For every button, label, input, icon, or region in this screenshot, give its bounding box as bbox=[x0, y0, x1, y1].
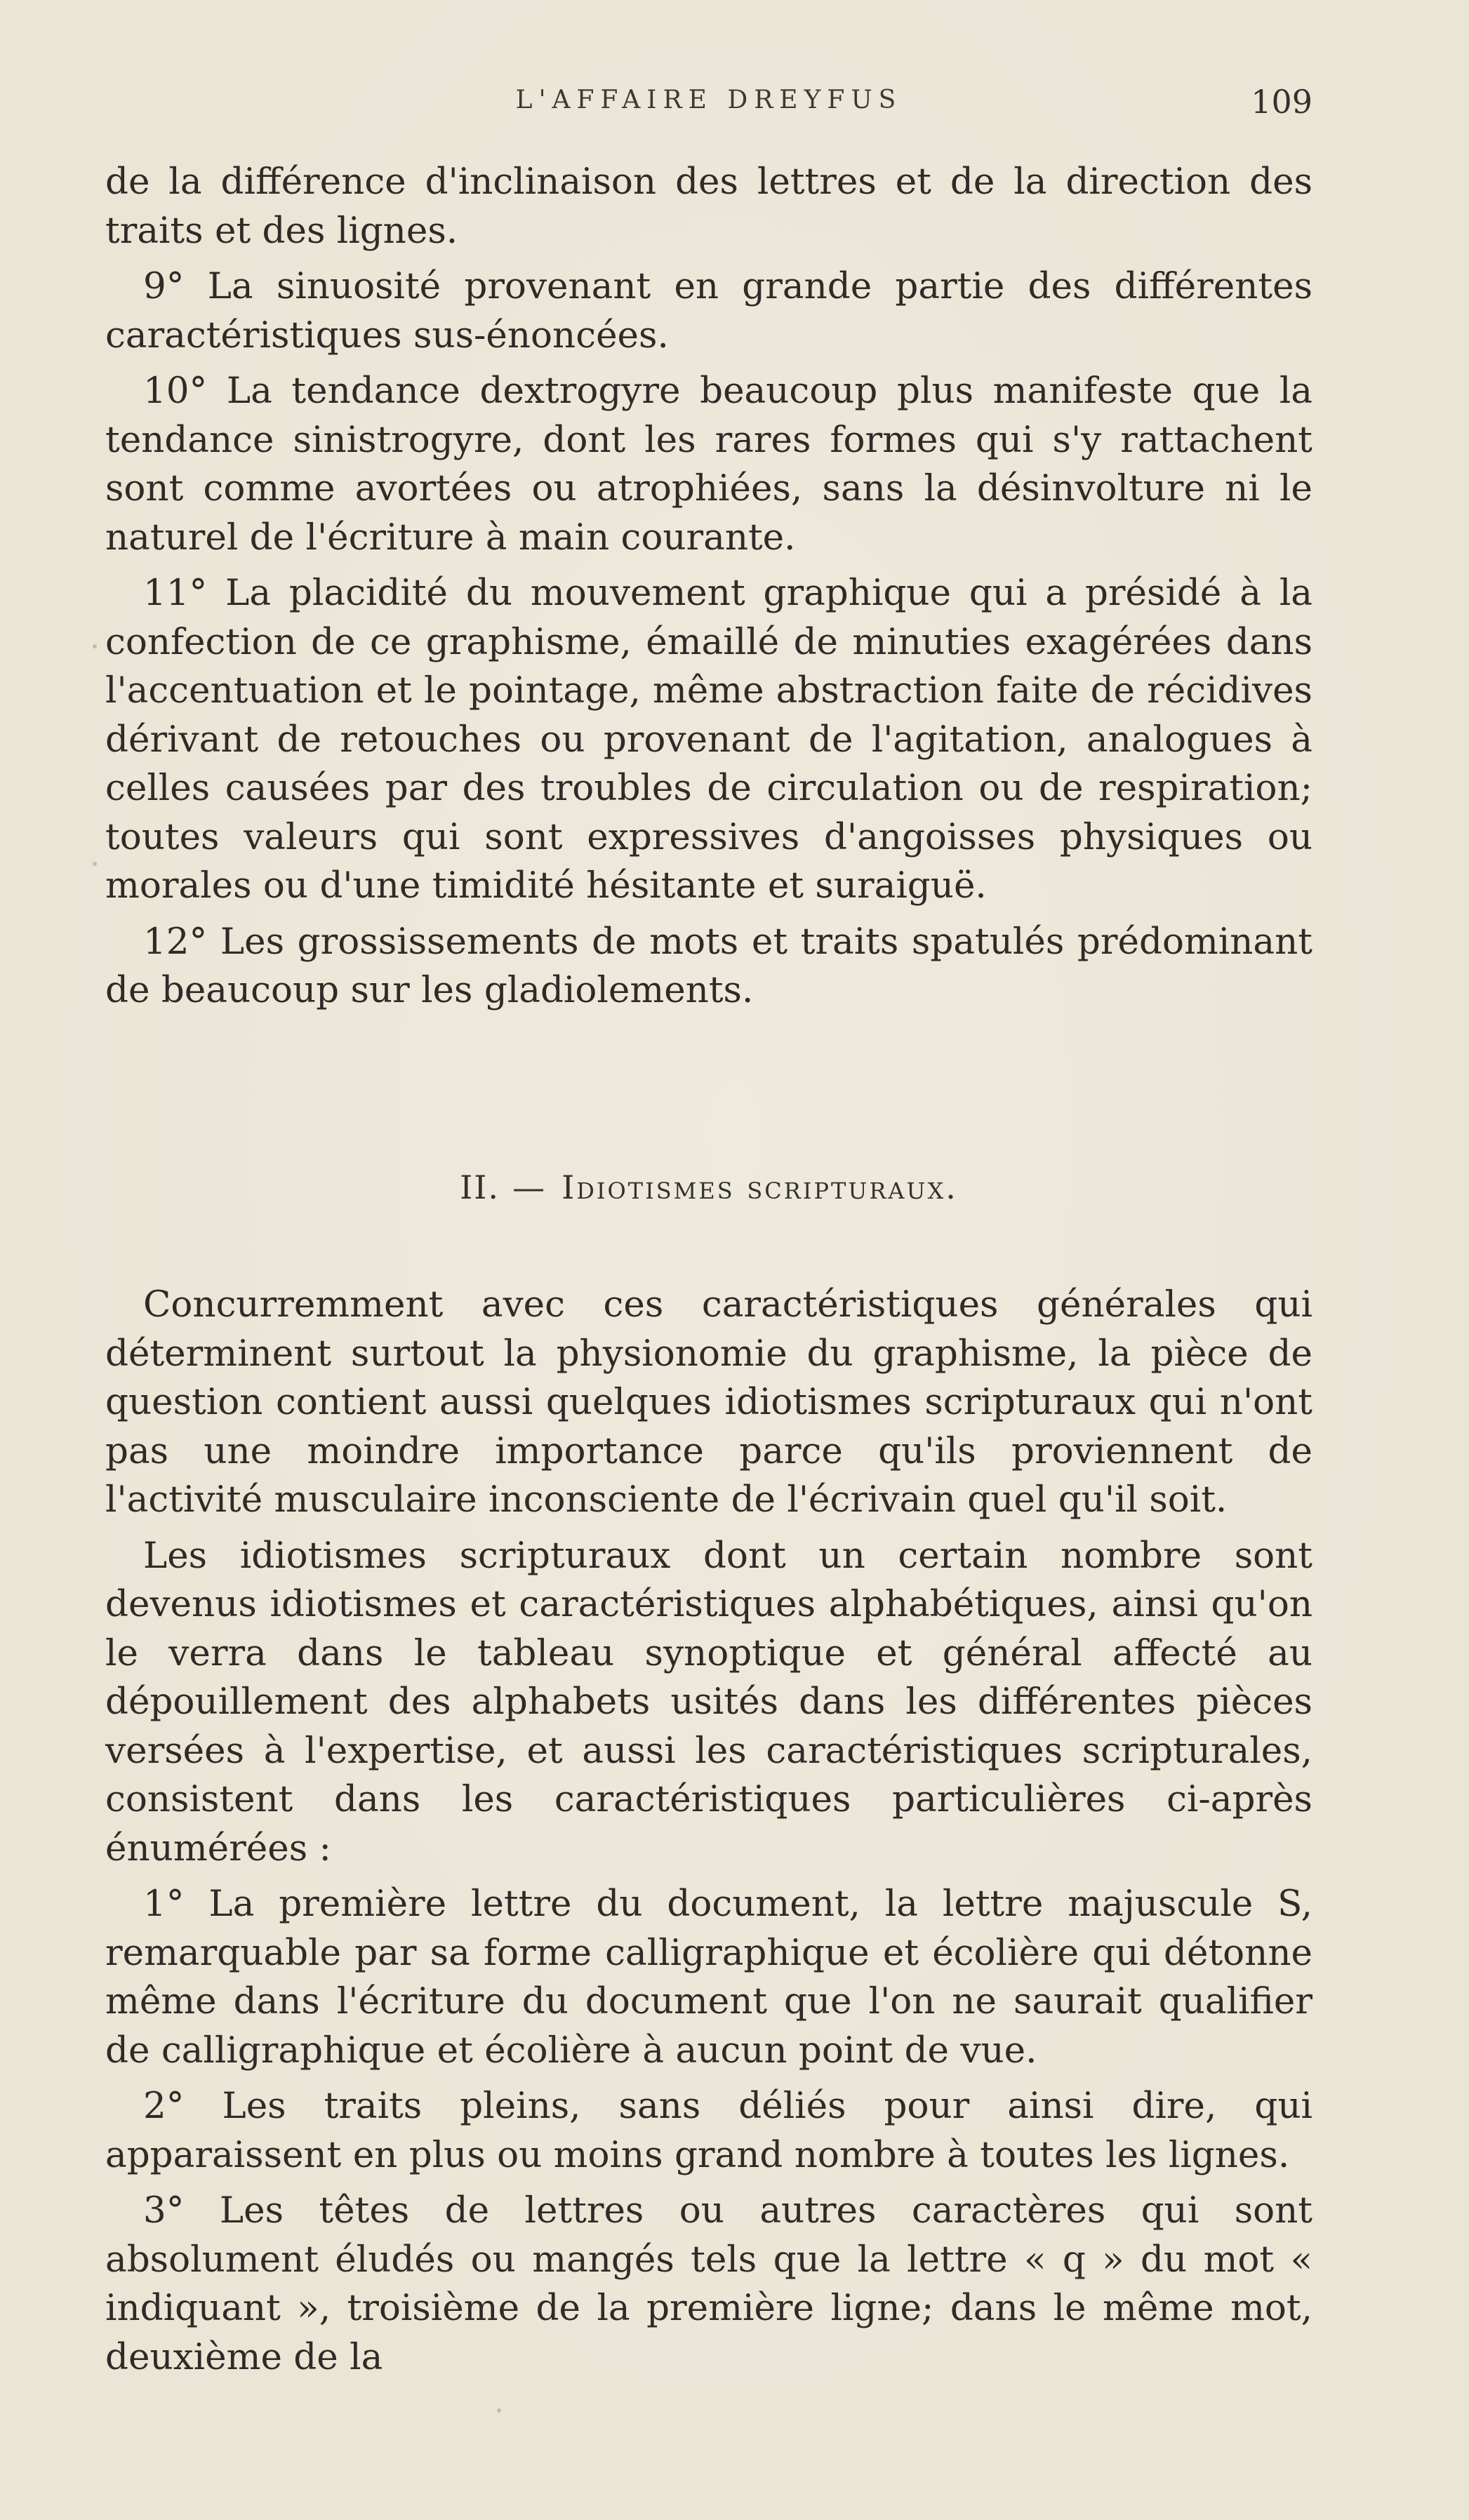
body-text-bottom bbox=[105, 1281, 1312, 2382]
paragraph-item-12: 12° Les grossissements de mots et traits spatulés prédominant de beaucoup sur les gladiolements. bbox=[105, 920, 1312, 1011]
running-head bbox=[105, 83, 1312, 125]
paper-speck bbox=[1279, 279, 1283, 284]
paper-speck bbox=[497, 2408, 501, 2413]
paragraph-continuation: de la différence d'inclinaison des lettres et de la direction des traits et des lignes. bbox=[105, 161, 1312, 252]
paper-speck bbox=[93, 862, 97, 866]
paragraph-concurremment: Concurremment avec ces caractéristiques générales qui déterminent surtout la physionomie du graphisme, la pièce de question contient aussi quelques idiotismes scripturaux qui n'ont pas une moindre importance parce qu'ils proviennent de l'activité musculaire inconsciente de l'écrivain quel qu'il soit. bbox=[105, 1284, 1312, 1521]
body-text-top bbox=[105, 158, 1312, 1015]
paragraph-item-11: 11° La placidité du mouvement graphique qui a présidé à la confection de ce graphisme, émaillé de minuties exagérées dans l'accentuation et le pointage, même abstraction faite de récidives dérivant de retouches ou provenant de l'agitation, analogues à celles causées par des troubles de circulation ou de respiration; toutes valeurs qui sont expressives d'angoisses physiques ou morales ou d'une timidité hésitante et suraiguë. bbox=[105, 572, 1312, 907]
paragraph-item-2: 2° Les traits pleins, sans déliés pour ainsi dire, qui apparaissent en plus ou moins grand nombre à toutes les lignes. bbox=[105, 2085, 1312, 2176]
paragraph-item-3: 3° Les têtes de lettres ou autres caractères qui sont absolument éludés ou mangés tels que la lettre « q » du mot « indiquant », troisième de la première ligne; dans le même mot, deuxième de la bbox=[105, 2189, 1312, 2378]
section-number: II. bbox=[460, 1168, 500, 1206]
section-title: Idiotismes scripturaux. bbox=[561, 1168, 958, 1206]
section-dash: — bbox=[512, 1168, 547, 1206]
paper-speck bbox=[93, 644, 97, 648]
paragraph-idiotismes: Les idiotismes scripturaux dont un certain nombre sont devenus idiotismes et caractéristiques alphabétiques, ainsi qu'on le verra dans le tableau synoptique et général affecté au dépouillement des alphabets usités dans les différentes pièces versées à l'expertise, et aussi les caractéristiques scripturales, consistent dans les caractéristiques particulières ci-après énumérées : bbox=[105, 1534, 1312, 1869]
paragraph-item-9: 9° La sinuosité provenant en grande partie des différentes caractéristiques sus-énoncées. bbox=[105, 265, 1312, 356]
paragraph-item-10: 10° La tendance dextrogyre beaucoup plus manifeste que la tendance sinistrogyre, dont les rares formes qui s'y rattachent sont comme avortées ou atrophiées, sans la désinvolture ni le naturel de l'écriture à main courante. bbox=[105, 370, 1312, 559]
section-heading bbox=[105, 1168, 1312, 1206]
running-title: L'AFFAIRE DREYFUS bbox=[515, 86, 903, 114]
paragraph-item-1: 1° La première lettre du document, la lettre majuscule S, remarquable par sa forme calligraphique et écolière qui détonne même dans l'écriture du document que l'on ne saurait qualifier de calligraphique et écolière à aucun point de vue. bbox=[105, 1883, 1312, 2072]
page-number: 109 bbox=[1251, 83, 1312, 121]
